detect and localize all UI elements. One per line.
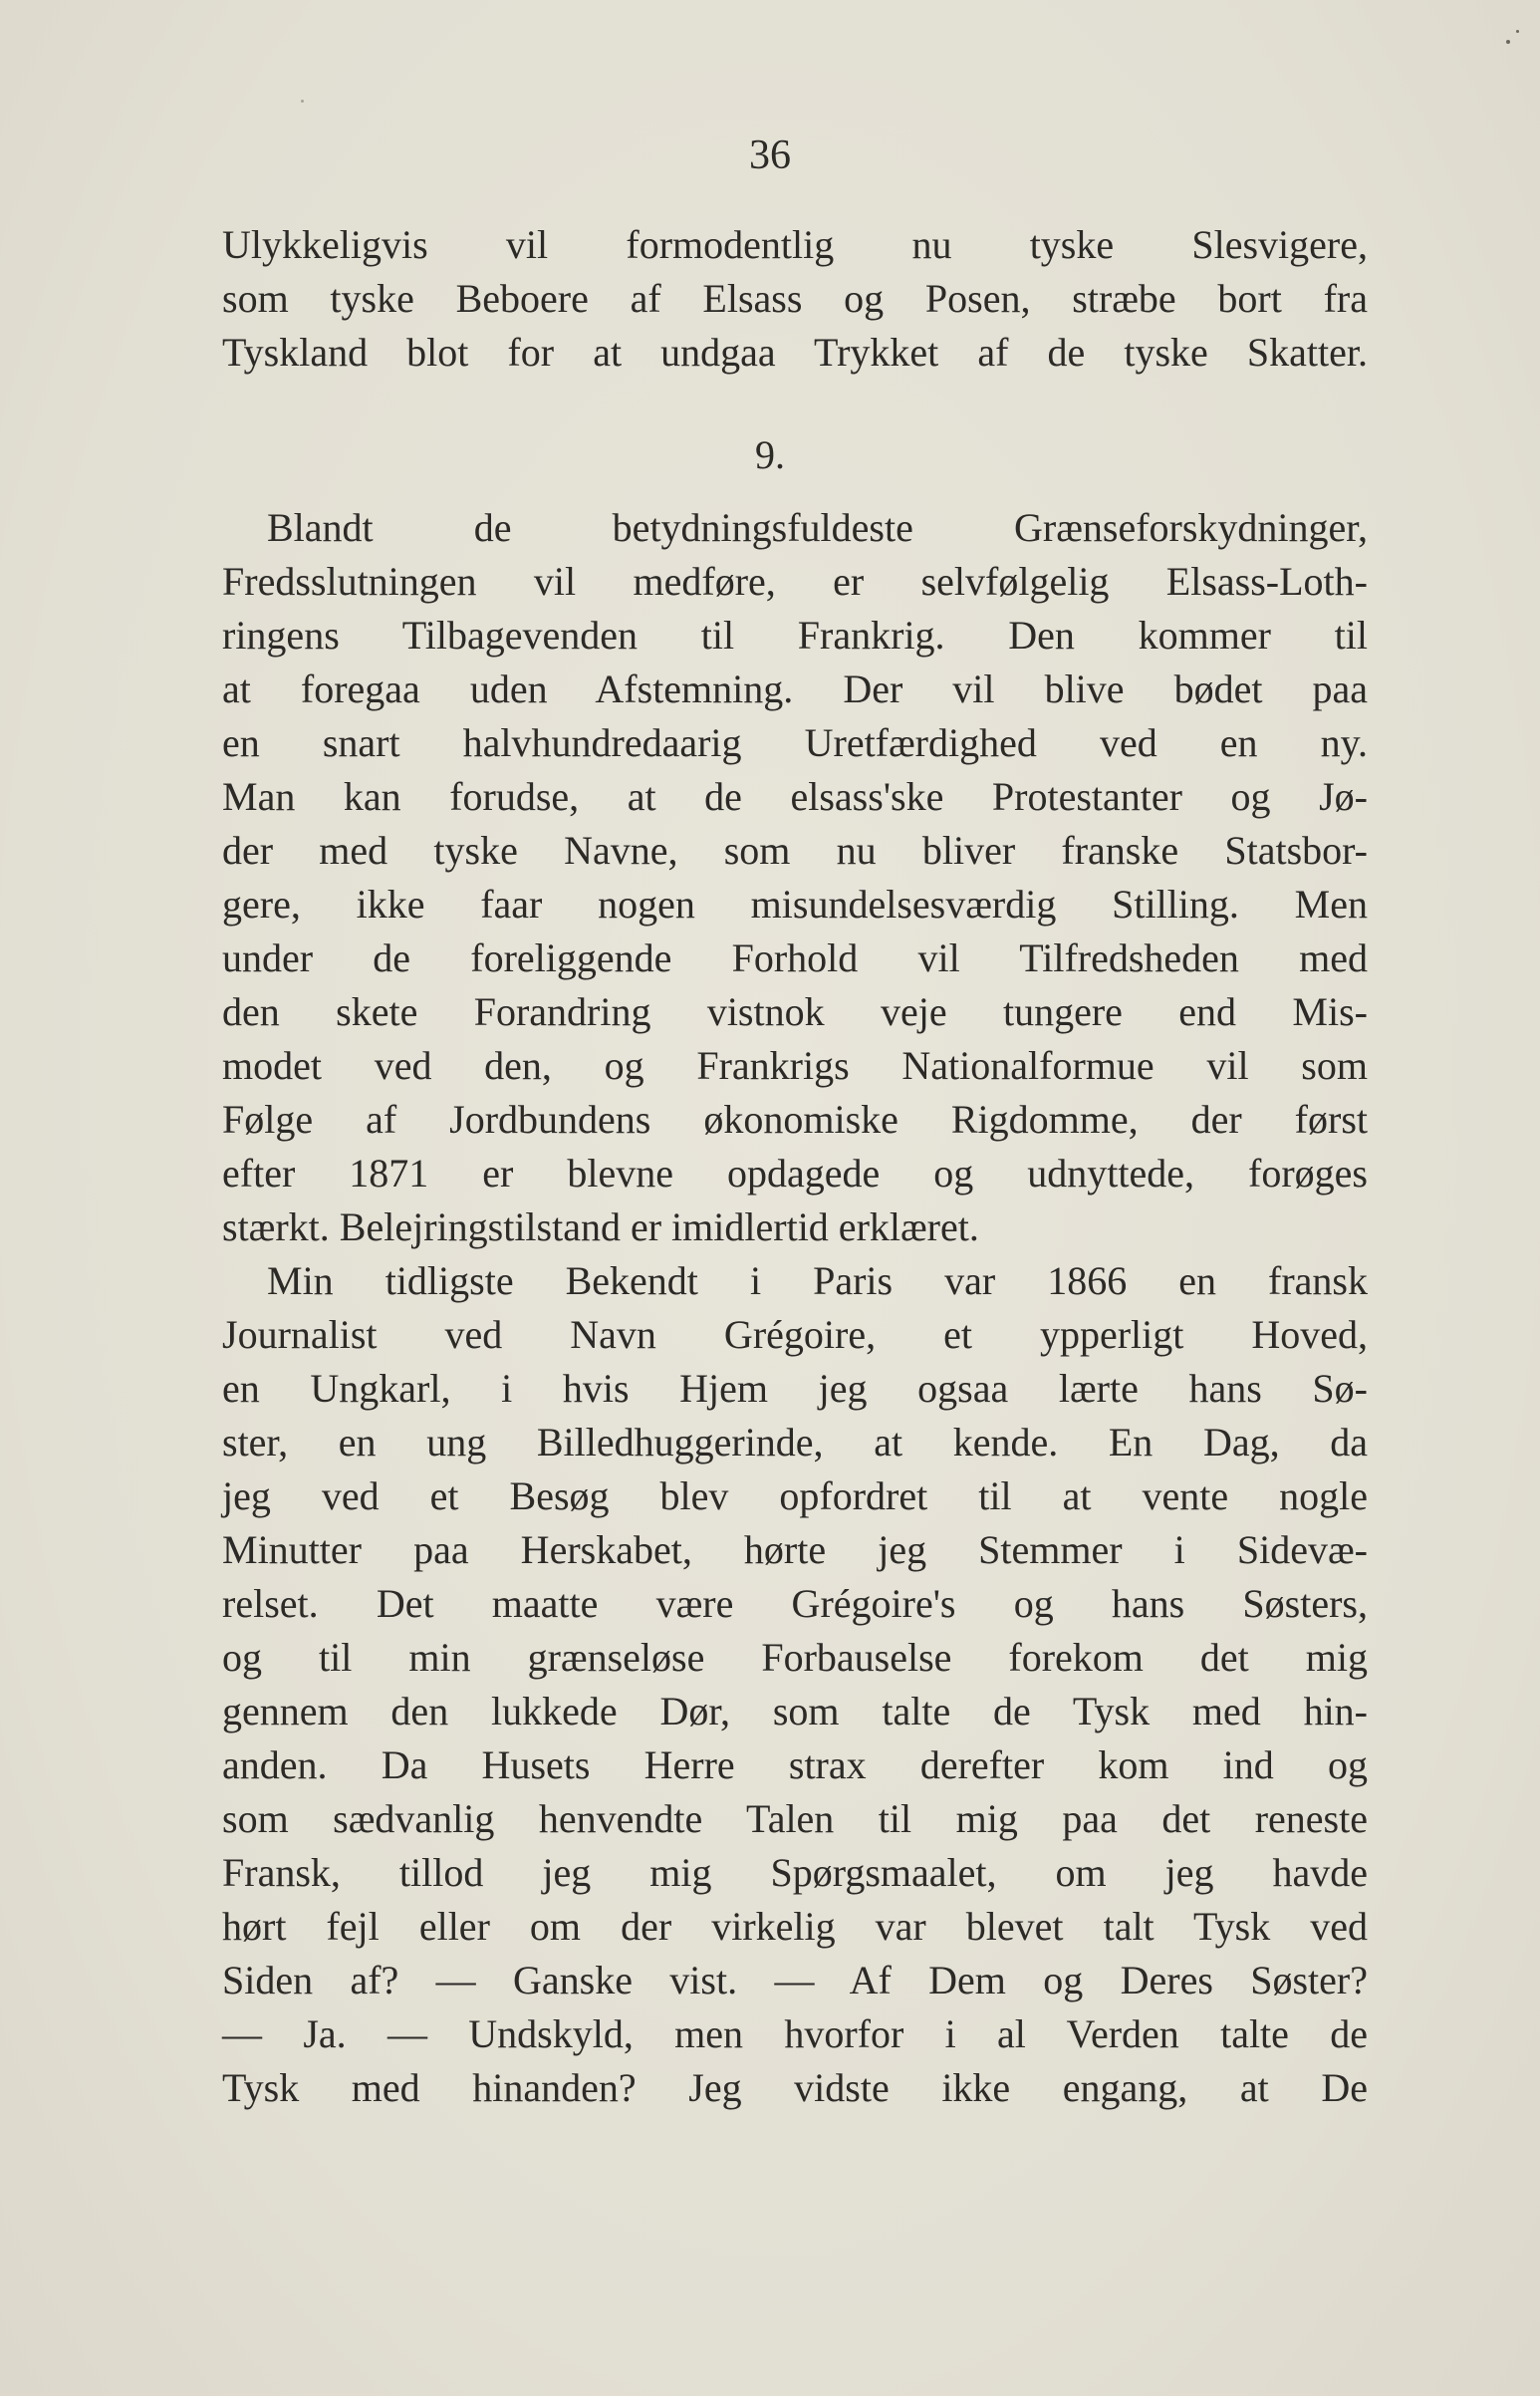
text-line: Fransk, tillod jeg mig Spørgsmaalet, om jeg havde xyxy=(222,1850,1368,1895)
paragraph-section-9 xyxy=(222,501,1368,1254)
text-line: en snart halvhundredaarig Uretfærdighed ved en ny. xyxy=(222,720,1368,765)
text-line: Man kan forudse, at de elsass'ske Protestanter og Jø- xyxy=(222,774,1368,819)
text-line: under de foreliggende Forhold vil Tilfredsheden med xyxy=(222,935,1368,980)
text-line: relset. Det maatte være Grégoire's og hans Søsters, xyxy=(222,1581,1368,1626)
paragraph-continuation xyxy=(222,218,1368,380)
text-line: Tyskland blot for at undgaa Trykket af de tyske Skatter. xyxy=(222,330,1368,375)
text-line: Min tidligste Bekendt i Paris var 1866 en fransk xyxy=(267,1258,1368,1303)
ink-speck xyxy=(1506,40,1510,44)
text-line: gennem den lukkede Dør, som talte de Tysk med hin- xyxy=(222,1689,1368,1733)
paragraph-gregoire xyxy=(222,1254,1368,2115)
section-number: 9. xyxy=(755,432,785,477)
text-line: Ulykkeligvis vil formodentlig nu tyske Slesvigere, xyxy=(222,222,1368,267)
text-line: som sædvanlig henvendte Talen til mig paa det reneste xyxy=(222,1796,1368,1841)
ink-speck xyxy=(301,100,304,103)
text-line: stærkt. Belejringstilstand er imidlertid erklæret. xyxy=(222,1204,979,1249)
text-line: Minutter paa Herskabet, hørte jeg Stemmer i Sidevæ- xyxy=(222,1527,1368,1572)
text-line: Journalist ved Navn Grégoire, et ypperligt Hoved, xyxy=(222,1312,1368,1357)
text-line: en Ungkarl, i hvis Hjem jeg ogsaa lærte hans Sø- xyxy=(222,1366,1368,1411)
text-line: hørt fejl eller om der virkelig var blevet talt Tysk ved xyxy=(222,1904,1368,1949)
page-number: 36 xyxy=(749,133,791,178)
text-line: gere, ikke faar nogen misundelsesværdig Stilling. Men xyxy=(222,882,1368,927)
text-line: — Ja. — Undskyld, men hvorfor i al Verden talte de xyxy=(222,2011,1368,2056)
text-line: ringens Tilbagevenden til Frankrig. Den kommer til xyxy=(222,613,1368,658)
text-line: Siden af? — Ganske vist. — Af Dem og Deres Søster? xyxy=(222,1958,1368,2002)
text-line: anden. Da Husets Herre strax derefter kom ind og xyxy=(222,1742,1368,1787)
text-line: at foregaa uden Afstemning. Der vil blive bødet paa xyxy=(222,666,1368,711)
text-line: modet ved den, og Frankrigs Nationalformue vil som xyxy=(222,1043,1368,1088)
text-line: efter 1871 er blevne opdagede og udnyttede, forøges xyxy=(222,1151,1368,1196)
text-line: ster, en ung Billedhuggerinde, at kende. En Dag, da xyxy=(222,1420,1368,1464)
text-line: som tyske Beboere af Elsass og Posen, stræbe bort fra xyxy=(222,276,1368,321)
text-line: Tysk med hinanden? Jeg vidste ikke engang, at De xyxy=(222,2065,1368,2110)
text-line: den skete Forandring vistnok veje tungere end Mis- xyxy=(222,989,1368,1034)
text-line: Fredsslutningen vil medføre, er selvfølgelig Elsass-Loth- xyxy=(222,559,1368,604)
ink-speck xyxy=(1516,30,1519,33)
text-line: Følge af Jordbundens økonomiske Rigdomme, der først xyxy=(222,1097,1368,1142)
text-line: Blandt de betydningsfuldeste Grænseforskydninger, xyxy=(267,505,1368,550)
text-line: der med tyske Navne, som nu bliver franske Statsbor- xyxy=(222,828,1368,873)
text-line: jeg ved et Besøg blev opfordret til at vente nogle xyxy=(222,1473,1368,1518)
text-line: og til min grænseløse Forbauselse forekom det mig xyxy=(222,1635,1368,1680)
